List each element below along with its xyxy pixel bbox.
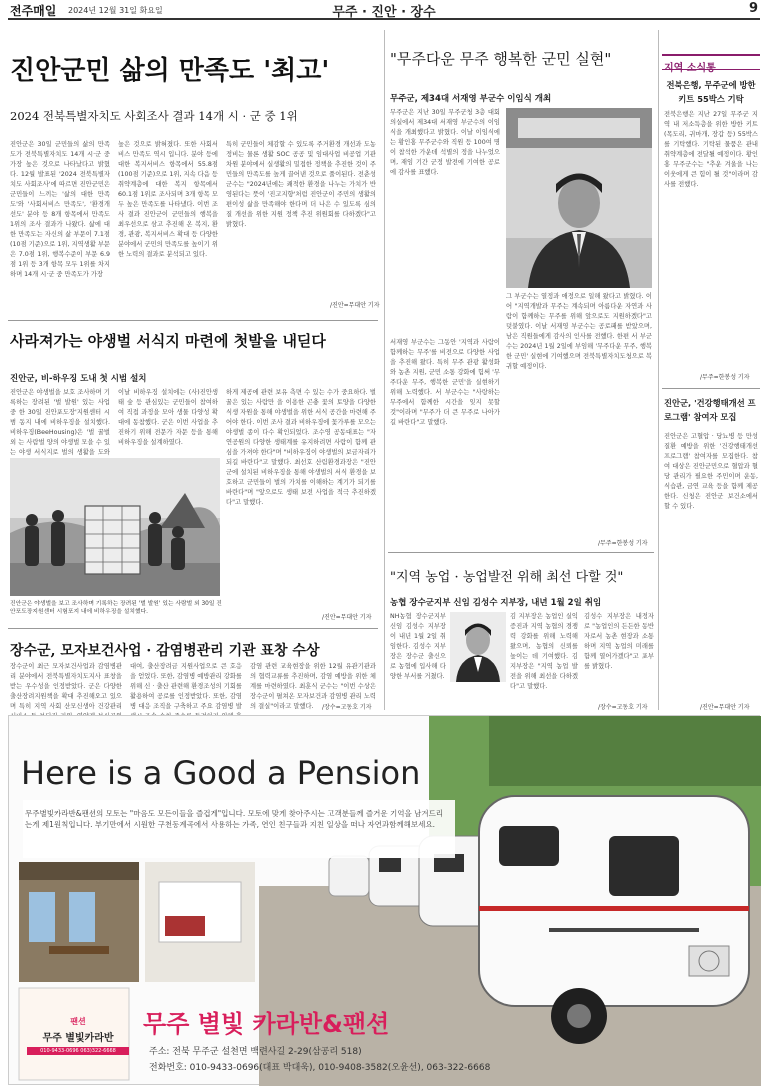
- article1-subhead: 2024 전북특별자치도 사회조사 결과 14개 시 · 군 중 1위: [10, 109, 298, 123]
- ad-address: 주소: 전북 무주군 설천면 백련사길 2-29(삼공리 518): [149, 1047, 362, 1057]
- sidebar-item2-byline: /진안=무대안 기자: [700, 704, 750, 711]
- sidebar-item1-byline: /무주=한봉성 기자: [700, 374, 750, 381]
- section-title: 무주 · 진안 · 장수: [332, 5, 436, 20]
- article5-kicker: 농협 장수군지부 신임 김성수 지부장, 내년 1월 2일 취임: [390, 598, 602, 608]
- article4-headline: "무주다운 무주 행복한 군민 실현": [390, 50, 612, 68]
- article3-body-col2: 대여, 출산장려금 지원사업으로 큰 호응을 얻었다. 또한, 감염병 예방관리 강화를 위해 신 · 출산 관련해 환경조성의 기회를 활용하여 공로를 인정받았다. 또한, 감염병 대응 조직을 구축하고 주요 감염병 발: [130, 663, 242, 710]
- article4-kicker: 무주군, 제34대 서재영 부군수 이임식 개최: [390, 94, 552, 104]
- article2-body-col2: 이날 비하우징 설치에는 (사)진안생태 숲 등 관심있는 군민들이 참여하여 직접 과정을 모아 생물 다양성 확대에 동참했다. 군은 이번 사업을 추진하기 위해 전문가 자문 등을 통해 비하우징을 설계하였다.: [118, 389, 218, 446]
- article2-headline: 사라져가는 야생벌 서식지 마련에 첫발을 내딛다: [10, 332, 326, 350]
- ad-sign-phone: 010-9433-0696 063)322-6668: [27, 1047, 129, 1055]
- article5-headline: "지역 농업 · 농업발전 위해 최선 다할 것": [390, 570, 624, 585]
- column-divider: [384, 30, 385, 710]
- article3-body-col3: 감염 관련 교육현장을 위한 12월 유관기관과의 협력교류를 추진하며, 감염 예방을 위한 체계를 마련하였다. 최훈식 군수는 "이번 수상은 장수군이 펼쳐온 모자보건과 감염병 관리 노력의 결실"이라고 말했다.: [250, 663, 376, 710]
- page-number: 9: [748, 1, 758, 16]
- ad-sign: [27, 1016, 129, 1055]
- pension-advertisement[interactable]: [8, 715, 760, 1085]
- ad-phone[interactable]: 전화번호: 010-9433-0696(대표 박대욱), 010-9408-3582(오윤선), 063-322-6668: [149, 1063, 491, 1073]
- divider: [8, 628, 378, 629]
- sidebar-item1-title: 전북은행, 무주군에 방한키트 55박스 기탁: [666, 80, 756, 104]
- article2-body-col3: 하게 제공에 관련 보유 측면 수 있는 수가 중요하다. 벌 꿀은 있는 사람만 을 이용한 곤충 꽃의 토양을 다양한 식생 자원을 통해 야생벌을 위한 서식 공간을 마련해 주어야 한다. 이번 조사 결과 비하우징에 꽃가루를 모으는 야생벌 종이 다수 확인되었다. 조수영 공동대표는 "자연공원의 다양한 생태계를 유지하려면 사람이 함께 관심을 가져야 한다"며 "비하우징이 야생벌의 보금자리가 되길 바란다"고 말했다. 최선호 산림환경과장은 "진안군에 설치된 비하우징을 통해 야생벌의 서식 환경을 보호하고 군민들이 벌의 가치를 이해하는 계기가 되기를 바란다"며 "앞으로도 생태 보전 사업을 적극 추진하겠다"고 말했다.: [226, 389, 376, 506]
- ad-sign-small: 팬션: [70, 1017, 86, 1026]
- article5-body-col2: 김 지부장은 농업인 실익 증진과 지역 농협의 경쟁력 강화를 위해 노력해 왔으며, 농협의 신뢰를 높이는 데 기여했다. 김 지부장은 "지역 농업 발전을 위해 최선을 다하겠다"고 말했다.: [510, 613, 578, 690]
- sidebar-label: [662, 54, 760, 74]
- article2-body-col1: 진안군은 야생벌을 보호 조사하며 기록하는 장려된 '벌 발원' 있는 사업 중 한 30일 진안포도장'지원센터 시범 동지 내에 비하우징을 설치했다. 비하우징(BeeHousing)은 '벌 꿀벌 외 는 사람벌 양의 야생벌 모을 수 있는 야생 서식지로 벌의 생활을 도와: [10, 389, 110, 456]
- article1-body-col2: 높은 것으로 밝혀졌다. 또한 사회서비스 만족도 역시 입니다. 분야 등에 대한 복지서비스 항목에서 55.8점(100점 기준)으로 1위, 지속 다음 등 취약계층에 대한 복지 항목에서 60.1점 1위로 조사되며 3개 항목 모두 높은 만족도를 나타냈다. 이번 조사 결과 진안군이 군민들의 행복을 최우선으로 삼고 추진해 온 복지, 환경, 관광, 복지서비스 확대 등 다양한 분야에서 군민의 만족도를 높이기 위한 노력의 결과로 분석되고 있다.: [118, 141, 218, 258]
- article3-headline: 장수군, 모자보건사업 · 감염병관리 기관 표창 수상: [10, 643, 320, 659]
- article2-byline: /진안=무대안 기자: [322, 614, 372, 621]
- sidebar-label-text: 지역 소식통: [664, 63, 716, 74]
- article5-body-col3: 김성수 지부장은 내정자로 "농업인의 든든한 동반자로서 농촌 현장과 소통하며 지역 농업의 미래를 함께 열어가겠다"고 포부를 밝혔다.: [584, 613, 654, 670]
- sidebar-item2-body: 진안군은 고혈압 · 당뇨병 등 만성질환 예방을 위한 '건강행태개선 프로그램' 참여자를 모집한다. 참여 대상은 진안군민으로 혈압과 혈당 관리가 필요한 주민이며 운동, 식습관, 금연 교육 등을 함께 제공한다. 신청은 진안군 보건소에서 할 수 있다.: [664, 433, 758, 510]
- article3-body-col1: 장수군이 최근 모자보건사업과 감염병관리 분야에서 전북특별자치도지사 표창을 받는 우수성을 인정받았다. 군은 다양한 출산장려지원책을 확대 추진해오고 있으며 특히 지역 사회 산모신생아 건강관리: [10, 663, 122, 710]
- article1-body-col3: 특히 군민들이 체감할 수 있도록 주거환경 개선과 도농 정비는 물론 생활 SOC 공공 및 임대사업 비공업 기관 차원 분야에서 실생활의 밀접한 정책을 추진한 것이 주민들의 만족도를 높게 끌어낸 것으로 풀이된다. 전춘성 군수는 "2024년에는 쾌적한 환경을 나누는 가치가 반영된다는 뜻이 '진고지향'처럼 진안군이 주민의 생활의 편이성 삶을 만족해야 한다며 더 나은 수 있도록 심의 질 개선을 위한 지원 정책 추진 위원회를 다하겠다"고 밝혔다.: [226, 141, 376, 228]
- divider: [388, 552, 654, 553]
- newspaper-name: 전주매일: [10, 4, 57, 18]
- article4-photo: [506, 108, 652, 288]
- article4-byline: /무주=한봉성 기자: [598, 540, 648, 547]
- article4-body-col1: 무주군은 지난 30일 무주군청 3층 대회의실에서 제34대 서재영 부군수의 이임식을 개최했다고 밝혔다. 이날 이임식에는 황인홍 무주군수와 직원 등 100여 명이 참석한 가운데 석별의 정을 나누었으며, 재임 기간 군정 발전에 기여한 공로에 감사를 표했다.: [390, 109, 500, 176]
- ad-description: 무주별빛카라반&팬션의 모토는 "마음도 모든이들을 즐겁게"입니다. 모토에 맞게 찾아주시는 고객분들께 즐거운 기억을 남겨드리는게 제1원칙입니다. 부기만에서 시원한 구천동계곡에서 사용하는 가족, 연인 친구들과 지친 일상을 떠나 자연과함께해보세요.: [25, 809, 444, 829]
- article1-byline: /진안=무대안 기자: [330, 302, 380, 309]
- ad-title: Here is a Good a Pension: [21, 754, 421, 792]
- issue-date: 2024년 12월 31일 화요일: [68, 6, 163, 15]
- sidebar-item1-body: 전북은행은 지난 27일 무주군 지역 내 저소득층을 위한 방한 키트(목도리, 귀마개, 장갑 등) 55박스를 기탁했다. 기탁된 물품은 관내 취약계층에 전달될 예정이다. 황인홍 무주군수는 "추운 겨울을 나는 이웃에게 큰 힘이 될 것"이라며 감사를 전했다.: [664, 111, 758, 188]
- article5-body-col1: NH농협 장수군지부 신임 김성수 지부장이 내년 1월 2일 취임한다. 김성수 지부장은 장수군 출신으로 농협에 입사해 다양한 부서를 거쳤다.: [390, 613, 446, 680]
- ad-sign-main: 무주 별빛카라반: [42, 1033, 114, 1044]
- article3-byline: /장수=고동호 기자: [322, 704, 372, 711]
- divider: [662, 388, 760, 389]
- article1-headline: 진안군민 삶의 만족도 '최고': [10, 56, 330, 86]
- masthead: [8, 0, 760, 20]
- article2-kicker: 진안군, 비-하우징 도내 첫 시범 설치: [10, 374, 147, 384]
- divider: [8, 320, 378, 321]
- article5-byline: /장수=고동호 기자: [598, 704, 648, 711]
- article1-body-col1: 진안군은 30일 군민들의 삶의 만족도가 전북특별자치도 14개 시·군 중 가장 높은 것으로 나타났다고 밝혔다. 12월 발표된 '2024 전북특별자치도 사회조사'에 따르면 진안군민은 군민들이 느끼는 '삶의 대한 만족도'와 '사회서비스 만족도', '환경개선도' 분야 등 8개 항목에서 만족도 1위의 조사 결과가 나왔다. 삶에 대한 만족도는 자신의 삶 부문이 7.1점(10점 기준)으로 1위, 지역생활 부문은 7.0점 1위, 행복수준이 부문 6.9점 1위 등 3개 항목 모두 1위를 차지하며 14개 시·군 중 만족도가 가장: [10, 141, 110, 278]
- article2-photo: [10, 458, 220, 596]
- column-divider: [658, 30, 659, 710]
- sidebar-item2-title: 진안군, '건강행태개선 프로그램' 참여자 모집: [664, 398, 756, 422]
- article5-photo: [450, 612, 506, 682]
- article4-body-col2: 서재영 부군수는 그동안 '지역과 사람이 함께하는 무주'를 비전으로 다양한 사업을 추진해 왔다. 특히 무주 관광 활성화와 농촌 지원, 군민 소통 강화에 힘써 '무주다운 무주, 행복한 군민'을 실현하기 위해 노력했다. 서 부군수는 "사랑하는 무주에서 함께한 시간을 잊지 못할 것"이라며 "무주가 더 큰 무주로 나아가길 바란다"고 말했다.: [390, 339, 500, 426]
- article2-caption: 진안군은 야생벌을 보고 조사하며 기록하는 장려된 '벌 발원' 있는 사람벌 외 30일 진안포도장지원센터 시험포지 내에 비하우징을 설치했다.: [10, 601, 222, 615]
- article4-body-col3: 그 부군수는 열정과 애정으로 일해 왔다고 밝혔다. 이어 "지역개발과 무주는 계속되며 아름다운 자연과 사람이 함께하는 무주를 위해 앞으로도 지원하겠다"고 덧붙였다. 이날 서재영 부군수는 공로패를 받았으며, 남은 직원들에게 감사의 인사를 전했다. 한편 서 부군수는 2024년 1월 2일에 부임해 '무주다운 무주, 행복한 군민' 실현에 기여했으며 전북특별자치도청으로 복귀할 예정이다.: [506, 293, 652, 370]
- ad-business-name: 무주 별빛 카라반&팬션: [143, 1010, 390, 1038]
